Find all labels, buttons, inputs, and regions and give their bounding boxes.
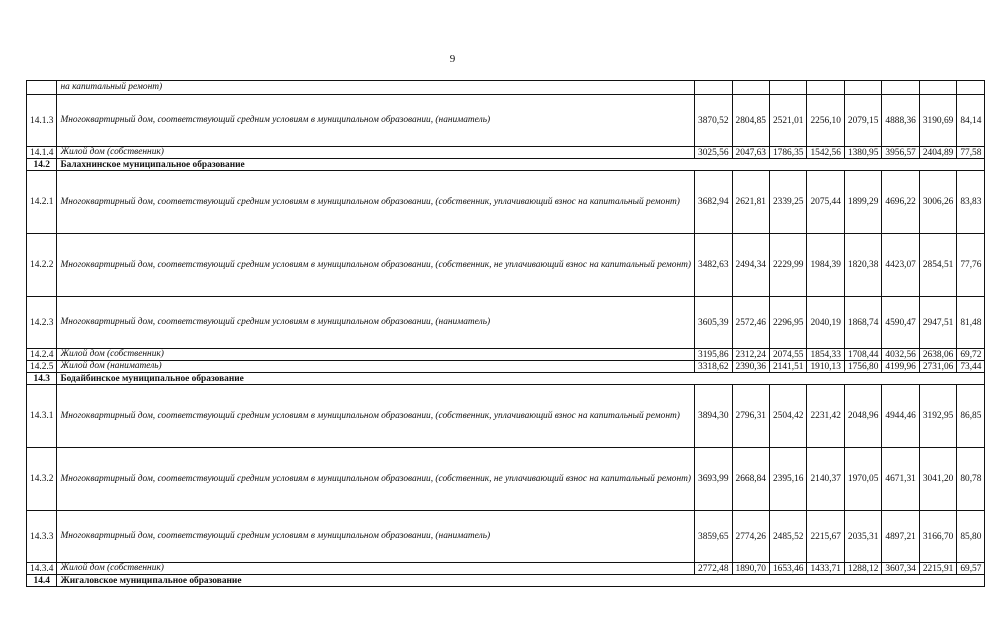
value-cell: 2040,19 xyxy=(807,297,844,349)
value-cell: 85,80 xyxy=(957,511,985,563)
row-description: на капитальный ремонт) xyxy=(57,81,695,95)
row-description: Жилой дом (собственник) xyxy=(57,563,695,575)
value-cell: 2638,06 xyxy=(919,349,956,361)
row-description: Многоквартирный дом, соответствующий средним условиям в муниципальном образовании, (собственник, не уплачивающий взнос на капитальный ремонт) xyxy=(57,448,695,511)
row-number: 14.3.4 xyxy=(27,563,57,575)
row-number: 14.1.4 xyxy=(27,147,57,159)
row-number: 14.2.1 xyxy=(27,171,57,234)
value-cell: 2048,96 xyxy=(844,385,881,448)
row-number: 14.2.2 xyxy=(27,234,57,297)
value-cell: 1899,29 xyxy=(844,171,881,234)
value-cell: 4944,46 xyxy=(882,385,919,448)
section-header-row xyxy=(27,373,985,385)
value-cell xyxy=(844,81,881,95)
value-cell: 1820,38 xyxy=(844,234,881,297)
value-cell: 2521,01 xyxy=(769,95,806,147)
value-cell: 2668,84 xyxy=(732,448,769,511)
value-cell: 2229,99 xyxy=(769,234,806,297)
section-number: 14.4 xyxy=(27,575,57,587)
value-cell: 2215,91 xyxy=(919,563,956,575)
value-cell: 2231,42 xyxy=(807,385,844,448)
table-row xyxy=(27,349,985,361)
value-cell: 3894,30 xyxy=(695,385,732,448)
value-cell: 84,14 xyxy=(957,95,985,147)
value-cell: 2404,89 xyxy=(919,147,956,159)
value-cell: 2312,24 xyxy=(732,349,769,361)
value-cell: 1984,39 xyxy=(807,234,844,297)
value-cell: 2215,67 xyxy=(807,511,844,563)
value-cell: 2035,31 xyxy=(844,511,881,563)
value-cell xyxy=(919,81,956,95)
value-cell: 4897,21 xyxy=(882,511,919,563)
value-cell: 1708,44 xyxy=(844,349,881,361)
value-cell: 1786,35 xyxy=(769,147,806,159)
value-cell: 2774,26 xyxy=(732,511,769,563)
value-cell: 4423,07 xyxy=(882,234,919,297)
value-cell: 1910,13 xyxy=(807,361,844,373)
section-title: Балахнинское муниципальное образование xyxy=(57,159,985,171)
value-cell: 4888,36 xyxy=(882,95,919,147)
section-number: 14.3 xyxy=(27,373,57,385)
value-cell: 1868,74 xyxy=(844,297,881,349)
value-cell: 2494,34 xyxy=(732,234,769,297)
value-cell: 3166,70 xyxy=(919,511,956,563)
value-cell: 3041,20 xyxy=(919,448,956,511)
table-row xyxy=(27,297,985,349)
row-number: 14.2.4 xyxy=(27,349,57,361)
page-number: 9 xyxy=(449,53,456,65)
value-cell: 3318,62 xyxy=(695,361,732,373)
value-cell: 3605,39 xyxy=(695,297,732,349)
value-cell: 69,57 xyxy=(957,563,985,575)
row-number: 14.1.3 xyxy=(27,95,57,147)
table-row xyxy=(27,95,985,147)
value-cell: 77,76 xyxy=(957,234,985,297)
row-description: Многоквартирный дом, соответствующий средним условиям в муниципальном образовании, (собственник, уплачивающий взнос на капитальный ремонт) xyxy=(57,385,695,448)
row-number: 14.2.3 xyxy=(27,297,57,349)
value-cell xyxy=(957,81,985,95)
value-cell: 1890,70 xyxy=(732,563,769,575)
value-cell: 4590,47 xyxy=(882,297,919,349)
section-header-row xyxy=(27,159,985,171)
value-cell: 2395,16 xyxy=(769,448,806,511)
value-cell: 77,58 xyxy=(957,147,985,159)
value-cell: 2804,85 xyxy=(732,95,769,147)
value-cell xyxy=(732,81,769,95)
section-title: Бодайбинское муниципальное образование xyxy=(57,373,985,385)
value-cell: 2854,51 xyxy=(919,234,956,297)
row-number xyxy=(27,81,57,95)
row-description: Жилой дом (наниматель) xyxy=(57,361,695,373)
value-cell xyxy=(882,81,919,95)
value-cell: 2140,37 xyxy=(807,448,844,511)
value-cell: 2504,42 xyxy=(769,385,806,448)
value-cell xyxy=(695,81,732,95)
value-cell: 2947,51 xyxy=(919,297,956,349)
value-cell: 2390,36 xyxy=(732,361,769,373)
value-cell: 80,78 xyxy=(957,448,985,511)
table-row xyxy=(27,385,985,448)
value-cell: 83,83 xyxy=(957,171,985,234)
row-number: 14.3.1 xyxy=(27,385,57,448)
value-cell: 2772,48 xyxy=(695,563,732,575)
value-cell: 81,48 xyxy=(957,297,985,349)
value-cell: 1756,80 xyxy=(844,361,881,373)
value-cell: 3870,52 xyxy=(695,95,732,147)
value-cell: 73,44 xyxy=(957,361,985,373)
value-cell xyxy=(769,81,806,95)
value-cell: 3859,65 xyxy=(695,511,732,563)
value-cell: 3682,94 xyxy=(695,171,732,234)
value-cell: 2731,06 xyxy=(919,361,956,373)
table-row xyxy=(27,361,985,373)
value-cell: 2075,44 xyxy=(807,171,844,234)
value-cell: 4199,96 xyxy=(882,361,919,373)
section-title: Жигаловское муниципальное образование xyxy=(57,575,985,587)
value-cell: 2141,51 xyxy=(769,361,806,373)
value-cell: 3482,63 xyxy=(695,234,732,297)
value-cell: 2256,10 xyxy=(807,95,844,147)
value-cell: 3693,99 xyxy=(695,448,732,511)
value-cell: 3956,57 xyxy=(882,147,919,159)
value-cell: 1970,05 xyxy=(844,448,881,511)
value-cell: 4696,22 xyxy=(882,171,919,234)
row-description: Многоквартирный дом, соответствующий средним условиям в муниципальном образовании, (наниматель) xyxy=(57,511,695,563)
value-cell: 1288,12 xyxy=(844,563,881,575)
value-cell: 4671,31 xyxy=(882,448,919,511)
value-cell: 1380,95 xyxy=(844,147,881,159)
value-cell: 2296,95 xyxy=(769,297,806,349)
row-description: Жилой дом (собственник) xyxy=(57,147,695,159)
row-number: 14.3.2 xyxy=(27,448,57,511)
row-description: Жилой дом (собственник) xyxy=(57,349,695,361)
value-cell: 2047,63 xyxy=(732,147,769,159)
value-cell: 2572,46 xyxy=(732,297,769,349)
row-description: Многоквартирный дом, соответствующий средним условиям в муниципальном образовании, (собственник, уплачивающий взнос на капитальный ремонт) xyxy=(57,171,695,234)
section-header-row xyxy=(27,575,985,587)
value-cell: 2485,52 xyxy=(769,511,806,563)
row-description: Многоквартирный дом, соответствующий средним условиям в муниципальном образовании, (наниматель) xyxy=(57,297,695,349)
table-row xyxy=(27,563,985,575)
value-cell: 2621,81 xyxy=(732,171,769,234)
value-cell: 3195,86 xyxy=(695,349,732,361)
value-cell: 2339,25 xyxy=(769,171,806,234)
row-description: Многоквартирный дом, соответствующий средним условиям в муниципальном образовании, (собственник, не уплачивающий взнос на капитальный ремонт) xyxy=(57,234,695,297)
row-number: 14.3.3 xyxy=(27,511,57,563)
table-row xyxy=(27,81,985,95)
table-row xyxy=(27,234,985,297)
table-row xyxy=(27,511,985,563)
value-cell: 86,85 xyxy=(957,385,985,448)
row-description: Многоквартирный дом, соответствующий средним условиям в муниципальном образовании, (наниматель) xyxy=(57,95,695,147)
value-cell xyxy=(807,81,844,95)
tariff-table xyxy=(26,80,985,587)
value-cell: 2079,15 xyxy=(844,95,881,147)
table-row xyxy=(27,171,985,234)
value-cell: 1653,46 xyxy=(769,563,806,575)
value-cell: 2074,55 xyxy=(769,349,806,361)
value-cell: 3607,34 xyxy=(882,563,919,575)
value-cell: 1433,71 xyxy=(807,563,844,575)
value-cell: 1854,33 xyxy=(807,349,844,361)
section-number: 14.2 xyxy=(27,159,57,171)
value-cell: 69,72 xyxy=(957,349,985,361)
value-cell: 2796,31 xyxy=(732,385,769,448)
value-cell: 4032,56 xyxy=(882,349,919,361)
value-cell: 3192,95 xyxy=(919,385,956,448)
value-cell: 3006,26 xyxy=(919,171,956,234)
table-body xyxy=(27,81,985,587)
value-cell: 1542,56 xyxy=(807,147,844,159)
value-cell: 3190,69 xyxy=(919,95,956,147)
table-row xyxy=(27,147,985,159)
row-number: 14.2.5 xyxy=(27,361,57,373)
table-row xyxy=(27,448,985,511)
value-cell: 3025,56 xyxy=(695,147,732,159)
